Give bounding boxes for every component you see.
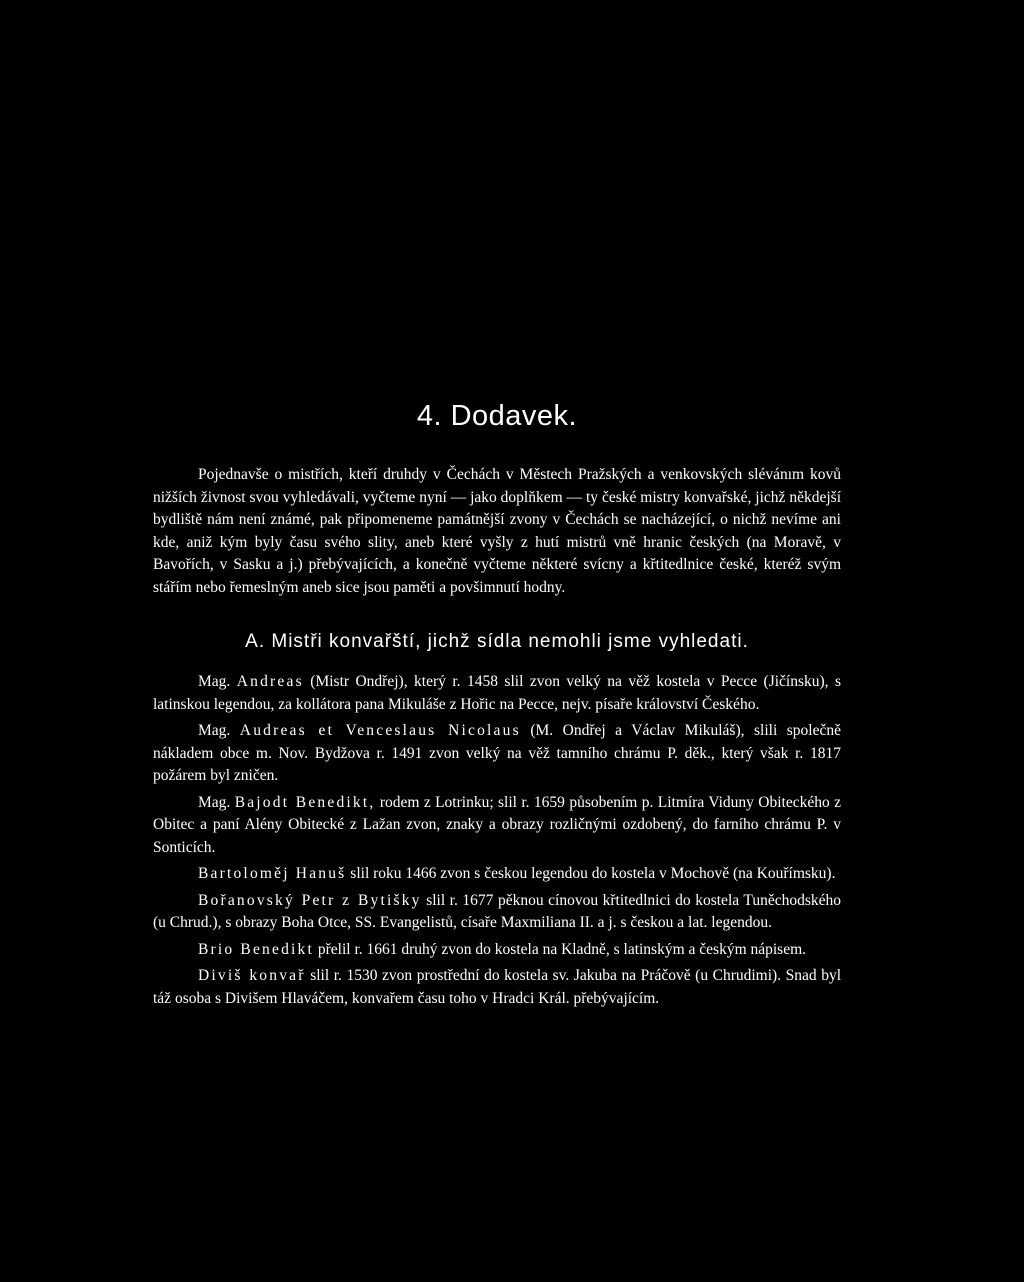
entry-name: Bořanovský Petr z Bytišky [198, 891, 422, 909]
entry-andreas [153, 671, 841, 716]
entry-name: Bajodt Benedikt, [234, 793, 376, 811]
entry-prefix: Mag. [198, 793, 231, 811]
entry-text: slil roku 1466 zvon s českou legendou do kostela v Mochově (na Kouřímsku). [350, 865, 836, 882]
entry-bajodt [153, 792, 841, 860]
page-title: 4. Dodavek. [416, 400, 578, 432]
entry-name: Diviš konvař [198, 967, 306, 984]
entry-name: Bartoloměj Hanuš [198, 865, 347, 882]
entry-bartolomej [153, 863, 841, 886]
entry-audreas-venceslaus [153, 720, 841, 788]
entry-text: (M. Ondřej a Václav Mikuláš), slili společně nákladem obce m. Nov. Bydžova r. 1491 zvon velký na věž tamního chrámu P. děk., který však r. 1817 požárem byl zničen. [153, 722, 841, 784]
entry-brio [153, 939, 841, 962]
intro-paragraph: Pojednavše o mistřích, kteří druhdy v Čechách v Městech Pražských a venkovských slévánım kovů nižších živnost svou vyhledávali, vyčteme nyní — jako doplňkem — ty české mistry konvařské, jichž někdejší bydliště nám není známé, pak připomeneme památnější zvony v Čechách se nacházející, o nichž nevíme ani kde, aniž kým byly času svého slity, aneb které vyšly z hutí mistrů vně hranic českých (na Moravě, v Bavořích, v Sasku a j.) přebývajících, a konečně vyčteme některé svícny a křtitedlnice české, kteréž svým stářím nebo řemeslným aneb sice jsou paměti a povšimnutí hodny. [153, 466, 841, 596]
entry-prefix: Mag. [198, 673, 231, 690]
entry-text: slil r. 1677 pěknou cínovou křtitedlnici do kostela Tuněchodského (u Chrud.), s obrazy Boha Otce, SS. Evangelistů, císaře Maxmiliana II. a j. s českou a lat. legendou. [153, 891, 841, 931]
document-page [153, 398, 841, 1014]
entry-name: Andreas [236, 673, 304, 690]
entry-text: (Mistr Ondřej), který r. 1458 slil zvon velký na věž kostela v Pecce (Jičínsku), s latinskou legendou, za kollátora pana Mikuláše z Hořic na Pecce, nejv. písaře království Českého. [153, 673, 842, 713]
entry-text: slil r. 1530 zvon prostřední do kostela sv. Jakuba na Práčově (u Chrudimi). Snad byl táž osoba s Divišem Hlaváčem, konvařem času toho v Hradci Král. přebývajícím. [153, 967, 842, 1007]
entry-name: Audreas et Venceslaus Nicolaus [239, 722, 521, 739]
section-a-heading: A. Mistři konvařští, jichž sídla nemohli jsme vyhledati. [245, 631, 749, 652]
entry-prefix: Mag. [198, 722, 231, 739]
entry-text: přelil r. 1661 druhý zvon do kostela na Kladně, s latinským a českým nápisem. [317, 940, 807, 958]
entry-text: rodem z Lotrinku; slil r. 1659 působením p. Litmíra Viduny Obiteckého z Obitec a paní Alény Obitecké z Lažan zvon, znaky a obrazy rozličnými ozdobený, do farního chrámu P. v Sonticích. [153, 793, 841, 856]
entry-boranovsky [153, 890, 841, 935]
entry-name: Brio Benedikt [198, 940, 314, 958]
entry-divis [153, 965, 841, 1010]
